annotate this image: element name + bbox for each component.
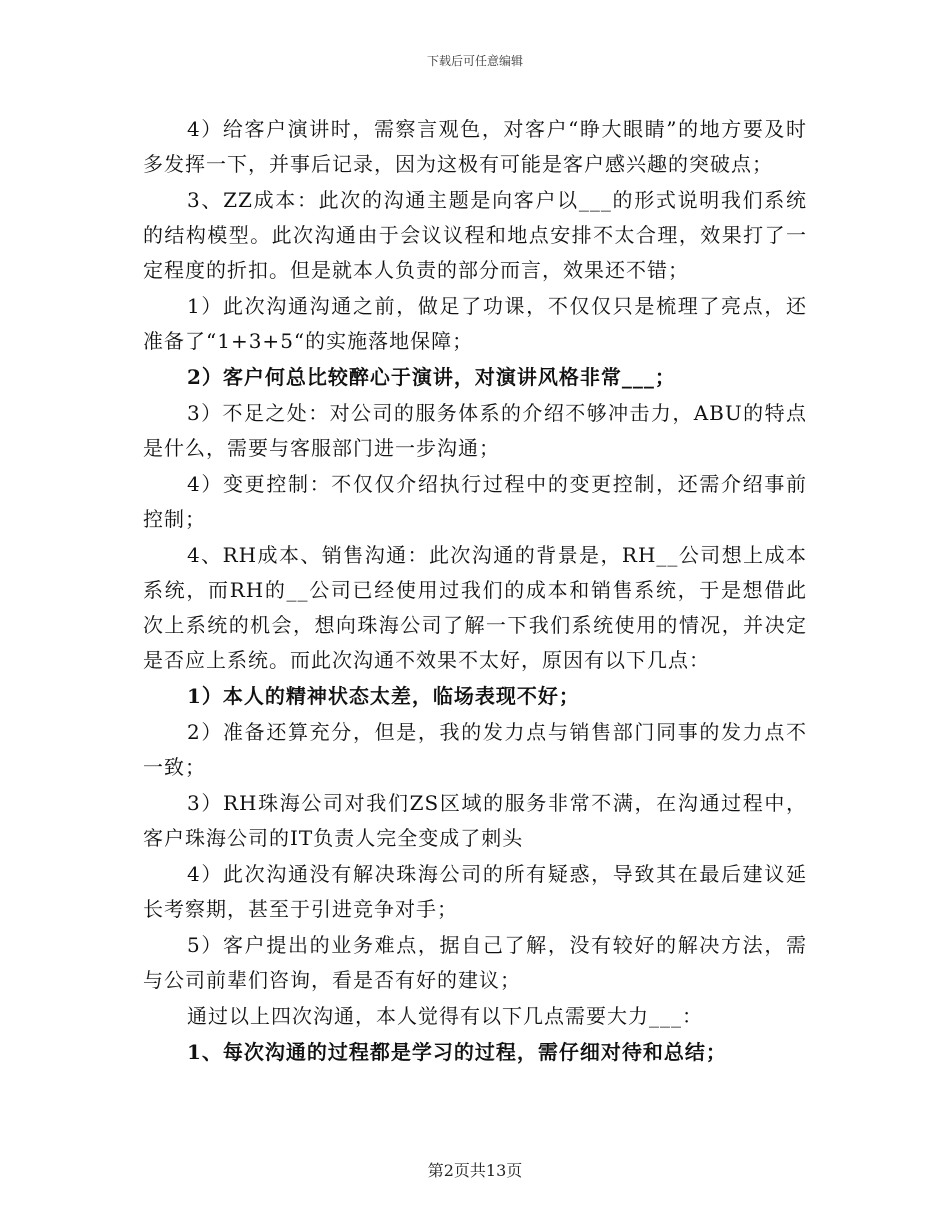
paragraph-bold: 1）本人的精神状态太差，临场表现不好； [187,684,580,708]
paragraph: 4）此次沟通没有解决珠海公司的所有疑惑，导致其在最后建议延长考察期，甚至于引进竞争对手； [143,862,807,921]
paragraph-bold: 1、每次沟通的过程都是学习的过程，需仔细对待和总结； [187,1040,727,1064]
paragraph: 3）不足之处：对公司的服务体系的介绍不够冲击力，ABU的特点是什么，需要与客服部门进一步沟通； [143,401,807,460]
document-body [143,112,807,1071]
paragraph: 3）RH珠海公司对我们ZS区域的服务非常不满，在沟通过程中，客户珠海公司的IT负责人完全变成了刺头 [143,791,807,850]
paragraph: 4）给客户演讲时，需察言观色，对客户“睁大眼睛”的地方要及时多发挥一下，并事后记录，因为这极有可能是客户感兴趣的突破点； [143,117,807,176]
paragraph: 4、RH成本、销售沟通：此次沟通的背景是，RH__公司想上成本系统，而RH的__公司已经使用过我们的成本和销售系统，于是想借此次上系统的机会，想向珠海公司了解一下我们系统使用的情况，并决定是否应上系统。而此次沟通不效果不太好，原因有以下几点： [143,543,807,672]
paragraph: 4）变更控制：不仅仅介绍执行过程中的变更控制，还需介绍事前控制； [143,472,807,531]
paragraph: 3、ZZ成本：此次的沟通主题是向客户以___的形式说明我们系统的结构模型。此次沟通由于会议议程和地点安排不太合理，效果打了一定程度的折扣。但是就本人负责的部分而言，效果还不错； [143,188,807,282]
paragraph: 2）准备还算充分，但是，我的发力点与销售部门同事的发力点不一致； [143,720,807,779]
page-number: 第2页共13页 [427,1161,523,1180]
paragraph: 1）此次沟通沟通之前，做足了功课，不仅仅只是梳理了亮点，还准备了“1+3+5“的实施落地保障； [143,294,807,353]
paragraph: 5）客户提出的业务难点，据自己了解，没有较好的解决方法，需与公司前辈们咨询，看是否有好的建议； [143,933,807,992]
page-header: 下载后可任意编辑 [426,54,523,68]
paragraph-bold: 2）客户何总比较醉心于演讲，对演讲风格非常___； [187,365,676,389]
paragraph: 通过以上四次沟通，本人觉得有以下几点需要大力___： [187,1004,703,1028]
